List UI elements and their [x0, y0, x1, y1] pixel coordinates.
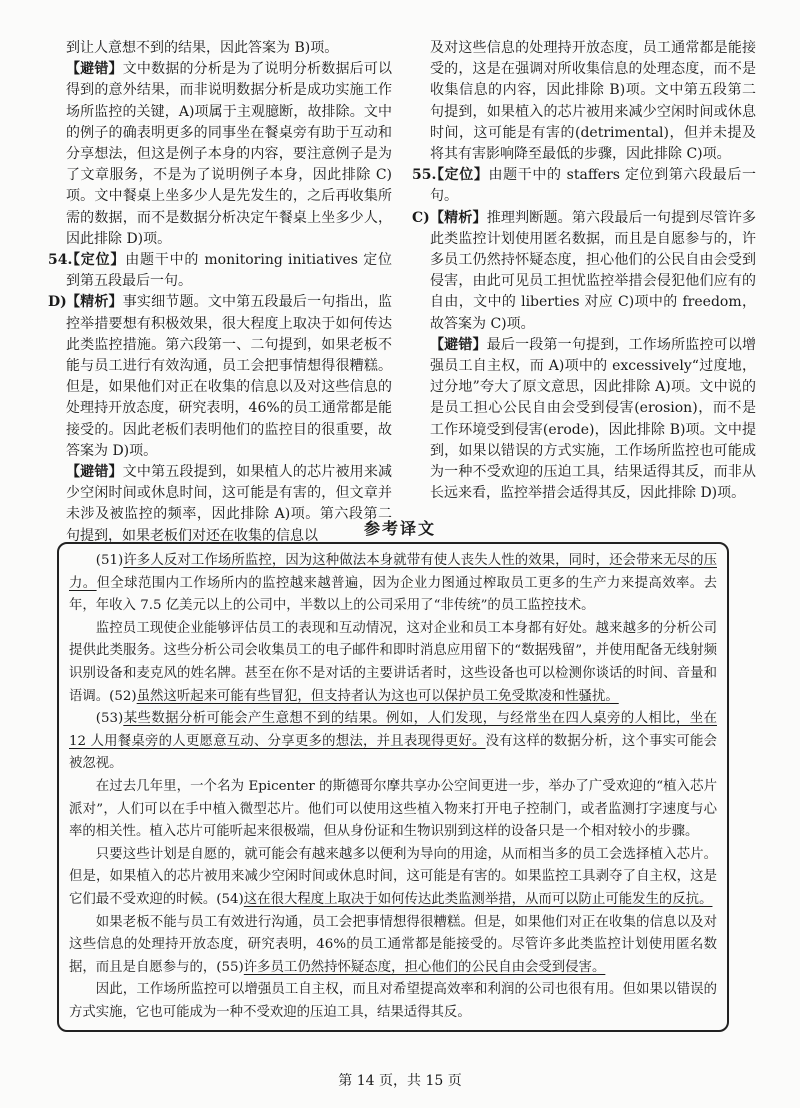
paragraph-text: 监控员工现使企业能够评估员工的表现和互动情况，这对企业和员工本身都有好处。越来越多的分析公司提供此类服务。这些分析公司会收集员工的电子邮件和即时消息应用留下的“数据残留”，并使用配备无线射频识别设备和麦克风的姓名牌。甚至在你不是对话的主要讲话者时，这些设备也可以检测你谈话的时间、音量和语调。(52): [69, 620, 717, 704]
underlined-answer: 这在很大程度上取决于如何传达此类监测举措，从而可以防止可能发生的反抗。: [243, 891, 713, 907]
translation-paragraph: [69, 844, 717, 912]
question-55: [412, 165, 756, 207]
paragraph-text: 如果老板不能与员工有效进行沟通，员工会把事情想得很糟糕。但是，如果他们对正在收集的信息以及对这些信息的处理持开放态度，研究表明，46%的员工通常都是能接受的。尽管许多此类监控计划使用匿名数据，而且是自愿参与的，(55): [69, 914, 717, 975]
translation-paragraph: [69, 912, 717, 980]
question-marker: (53): [95, 711, 124, 727]
translation-paragraph: [69, 550, 717, 618]
underlined-answer: 许多员工仍然持怀疑态度，担心他们的公民自由会受到侵害。: [243, 959, 606, 975]
question-marker: (51): [95, 553, 124, 568]
tag-label: 【避错】: [430, 336, 487, 353]
right-column: [412, 38, 756, 547]
answer-label: D): [48, 294, 67, 311]
paragraph-text: 没有这样的数据分析，这个事实可能会被忽视。: [69, 733, 717, 772]
paragraph-text: 推理判断题。第六段最后一句提到尽管许多此类监控计划使用匿名数据，而且是自愿参与的，许多员工仍然持怀疑态度，担心他们的公民自由会受到侵害，由此可见员工担忧监控举措会侵犯他们应有的自由，文中的 liberties 对应 C)项中的 freedom，故答案为 C)项。: [430, 209, 757, 332]
error-analysis-3: [412, 335, 756, 505]
answer-c: [412, 208, 756, 335]
translation-box: [57, 542, 729, 1032]
tag-label: 【定位】: [66, 252, 126, 269]
tag-label: 【精析】: [66, 294, 123, 311]
paragraph-text: 由题干中的 staffers 定位到第六段最后一句。: [430, 167, 757, 205]
answer-d: [48, 292, 392, 462]
section-title: 参考译文: [363, 519, 436, 538]
right-paragraph: 及对这些信息的处理持开放态度，员工通常都是能接受的，这是在强调对所收集信息的处理态度，而不是收集信息的内容，因此排除 B)项。文中第五段第二句提到，如果植入的芯片被用来减少空闲时间或休息时间，这可能是有害的(detrimental)，但并未提及将其有害影响降至最低的步骤，因此排除 C)项。: [430, 40, 756, 163]
paragraph-text: 文中数据的分析是为了说明分析数据后可以得到的意外结果，而非说明数据分析是成功实施工作场所监控的关键，A)项属于主观臆断，故排除。文中的例子的确表明更多的同事坐在餐桌旁有助于互动和分享想法，但这是例子本身的内容，要注意例子是为了文章服务，不是为了说明例子本身，因此排除 C)项。文中餐桌上坐多少人是先发生的，之后再收集所需的数据，而不是数据分析决定午餐桌上坐多少人，因此排除 D)项。: [66, 61, 393, 247]
paragraph-text: 但全球范围内工作场所内的监控越来越普遍，因为企业力图通过榨取员工更多的生产力来提高效率。去年，年收入 7.5 亿美元以上的公司中，半数以上的公司采用了“非传统”的员工监控技术。: [69, 575, 717, 614]
tag-label: 【定位】: [430, 167, 489, 184]
paragraph-text: 事实细节题。文中第五段最后一句指出，监控举措要想有积极效果，很大程度上取决于如何传达此类监控措施。第六段第一、二句提到，如果老板不能与员工进行有效沟通，员工会把事情想得很糟糕。但是，如果他们对正在收集的信息以及对这些信息的处理持开放态度，研究表明，46%的员工通常都是能接受的。因此老板们表明他们的监控目的很重要，故答案为 D)项。: [66, 294, 393, 459]
underlined-answer: 虽然这听起来可能有些冒犯，但支持者认为这也可以保护员工免受欺凌和性骚扰。: [136, 688, 619, 704]
translation-paragraph: 在过去几年里，一个名为 Epicenter 的斯德哥尔摩共享办公空间更进一步，举办了广受欢迎的“植入芯片派对”，人们可以在手中植入微型芯片。他们可以使用这些植入物来打开电子控制门，或者监测打字速度与心率的相关性。植入芯片可能听起来很极端，但从身份证和生物识别到这样的设备只是一个相对较小的步骤。: [69, 778, 717, 840]
explanation-columns: [48, 38, 756, 547]
left-column: [48, 38, 392, 547]
paragraph-text: 最后一段第一句提到，工作场所监控可以增强员工自主权，而 A)项中的 excessively“过度地，过分地”夸大了原文意思，因此排除 A)项。文中说的是员工担心公民自由会受到侵害(erosion)，而不是工作环境受到侵害(erode)，因此排除 B)项。文中提到，如果以错误的方式实施，工作场所监控也可能成为一种不受欢迎的压迫工具，结果适得其反，而非从长远来看，监控举措会适得其反，因此排除 D)项。: [430, 336, 757, 502]
underlined-answer: 许多人反对工作场所监控，因为这种做法本身就带有使人丧失人性的效果，同时，还会带来无尽的压力。: [69, 553, 717, 591]
tag-label: 【精析】: [430, 209, 487, 226]
error-analysis-1: [48, 59, 392, 250]
tag-label: 【避错】: [66, 464, 123, 481]
question-number: 54.: [48, 252, 73, 269]
underlined-answer: 某些数据分析可能会产生意想不到的结果。例如，人们发现，与经常坐在四人桌旁的人相比，坐在 12 人用餐桌旁的人更愿意互动、分享更多的想法，并且表现得更好。: [69, 711, 717, 749]
question-number: 55.: [412, 167, 437, 184]
translation-paragraph: [69, 708, 717, 776]
paragraph-text: 由题干中的 monitoring initiatives 定位到第五段最后一句。: [66, 252, 393, 290]
translation-paragraph: 因此，工作场所监控可以增强员工自主权，而且对希望提高效率和利润的公司也很有用。但如果以错误的方式实施，它也可能成为一种不受欢迎的压迫工具，结果适得其反。: [69, 982, 717, 1020]
paragraph-text: 文中第五段提到，如果植人的芯片被用来减少空闲时间或休息时间，这可能是有害的，但文章并未涉及被监控的频率，因此排除 A)项。第六段第二句提到，如果老板们对还在收集的信息以: [66, 464, 393, 544]
answer-label: C): [412, 209, 430, 226]
translation-paragraph: [69, 618, 717, 708]
tag-label: 【避错】: [66, 61, 123, 78]
left-paragraph: 到让人意想不到的结果，因此答案为 B)项。: [66, 40, 339, 56]
question-54: [48, 250, 392, 292]
paragraph-text: 只要这些计划是自愿的，就可能会有越来越多以便利为导向的用途，从而相当多的员工会选择植入芯片。但是，如果植入的芯片被用来减少空闲时间或休息时间，这可能是有害的。如果监控工具剥夺了自主权，这是它们最不受欢迎的时候。(54): [69, 846, 717, 907]
page-footer: 第 14 页，共 15 页: [338, 1073, 462, 1089]
